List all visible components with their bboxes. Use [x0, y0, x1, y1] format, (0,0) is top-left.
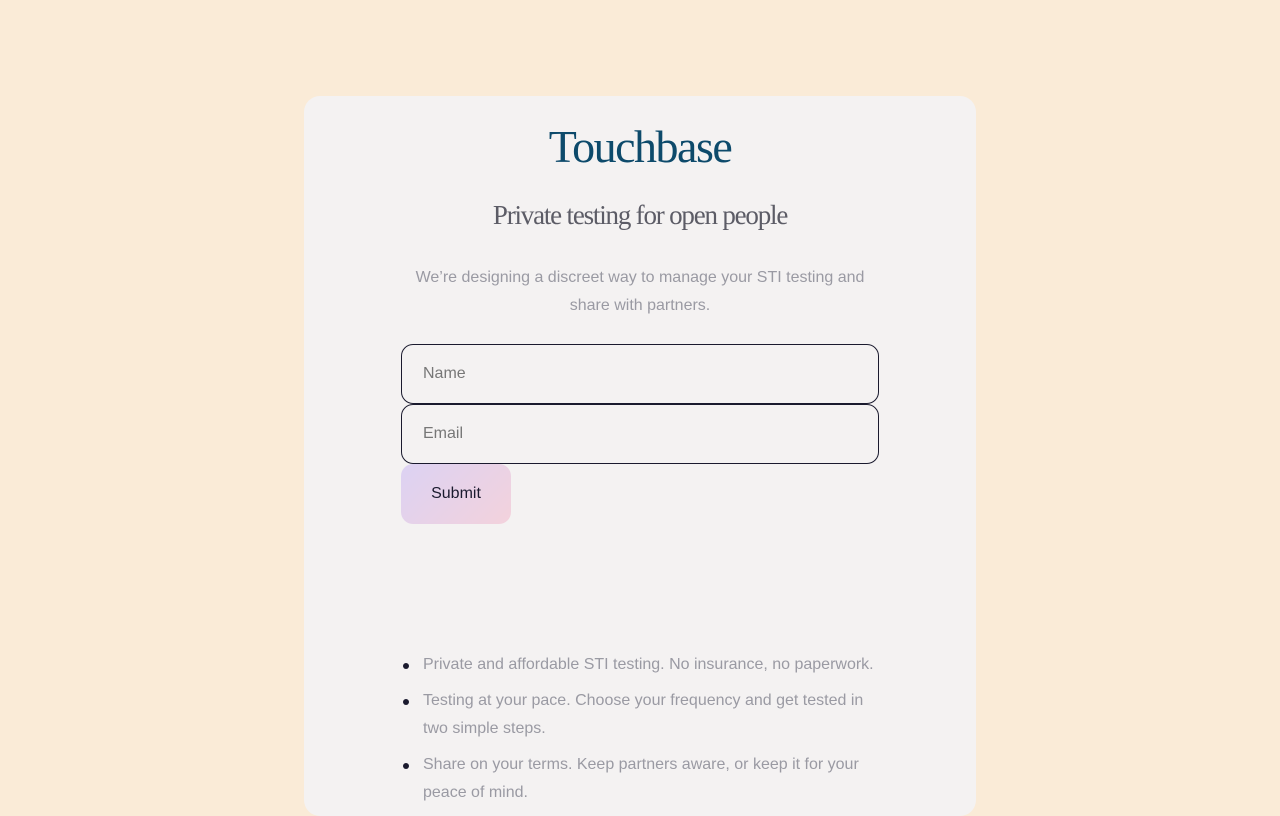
feature-text: Private and affordable STI testing. No insurance, no paperwork. [423, 656, 874, 673]
list-item [401, 687, 879, 743]
bullet-icon [403, 763, 409, 769]
email-input[interactable] [401, 404, 879, 464]
feature-text: Testing at your pace. Choose your frequency and get tested in two simple steps. [423, 692, 864, 737]
feature-list [401, 651, 879, 815]
submit-button[interactable]: Submit [401, 464, 511, 524]
feature-text: Share on your terms. Keep partners aware, or keep it for your peace of mind. [423, 756, 859, 801]
page-tagline: Private testing for open people [492, 200, 788, 230]
bullet-icon [403, 699, 409, 705]
bullet-icon [403, 663, 409, 669]
list-item [401, 751, 879, 807]
intro-text: We’re designing a discreet way to manage your STI testing and share with partners. [415, 269, 865, 314]
brand-logo: Touchbase [548, 121, 732, 172]
list-item [401, 651, 879, 679]
name-input[interactable] [401, 344, 879, 404]
